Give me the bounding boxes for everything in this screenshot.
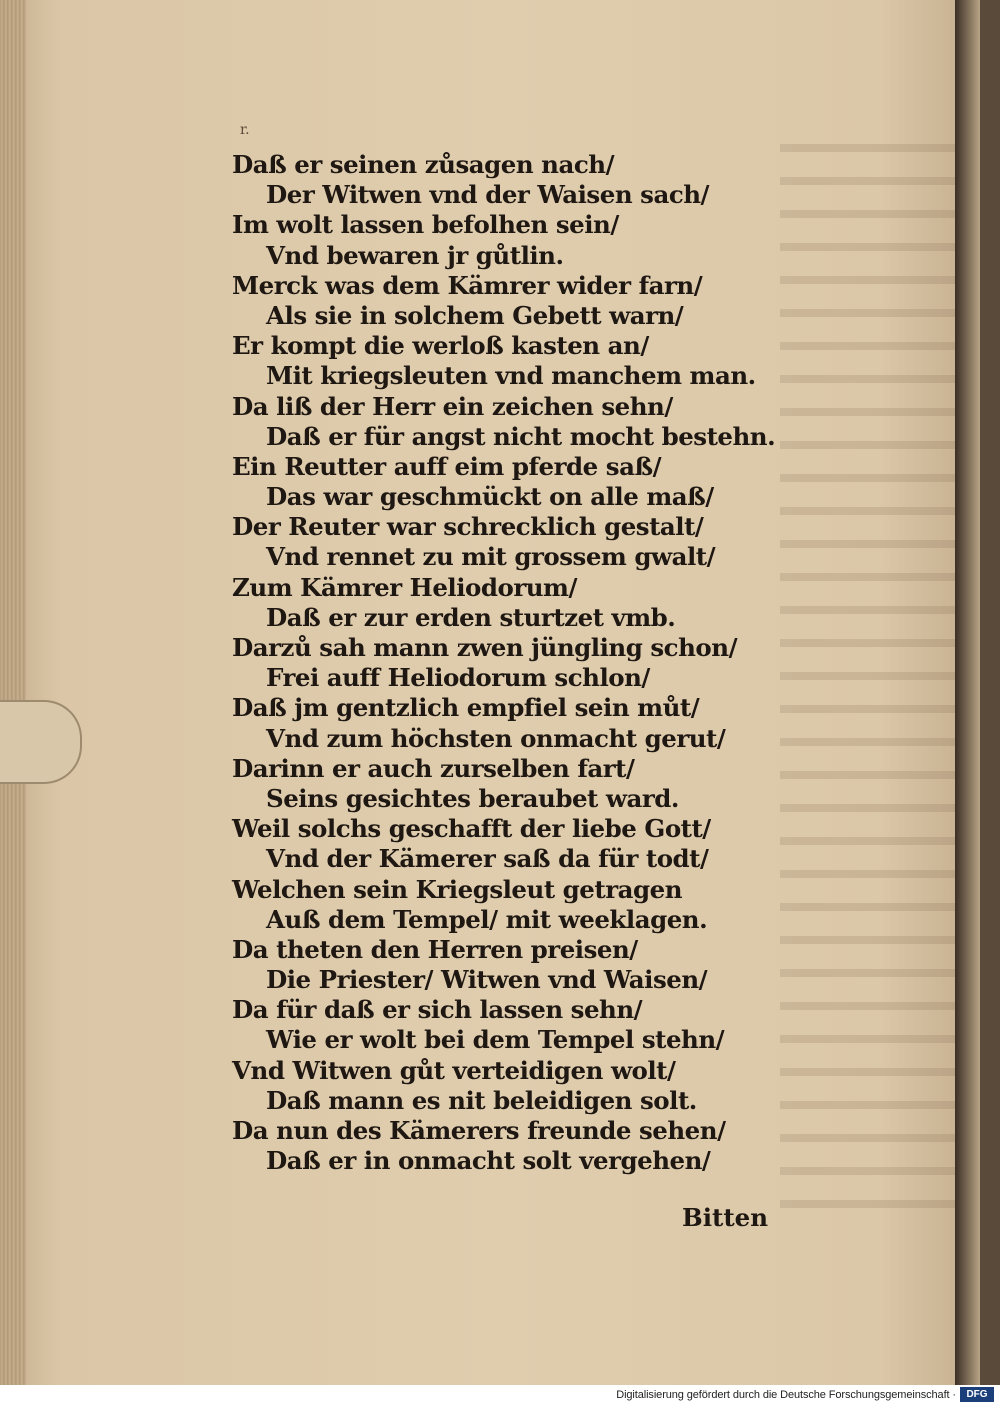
verse-line: Welchen sein Kriegsleut getragen (232, 874, 683, 904)
verse-line: Merck was dem Kämrer wider farn/ (232, 270, 703, 300)
facing-page-edge (955, 0, 980, 1385)
catchword: Bitten (682, 1203, 769, 1232)
verse-line: Die Priester/ Witwen vnd Waisen/ (266, 965, 708, 995)
verse-line: Weil solchs geschafft der liebe Gott/ (232, 814, 711, 844)
verse-line: Vnd bewaren jr gůtlin. (266, 240, 564, 270)
verse-line: Daß mann es nit beleidigen solt. (266, 1085, 697, 1115)
verse-text (232, 150, 792, 1176)
verse-line: Vnd der Kämerer saß da für todt/ (266, 844, 709, 874)
verse-line: Darinn er auch zurselben fart/ (232, 753, 635, 783)
page-edge-stack (0, 0, 26, 1385)
verse-line: Da liß der Herr ein zeichen sehn/ (232, 391, 673, 421)
verse-line: Da theten den Herren preisen/ (232, 934, 638, 964)
verse-line: Der Witwen vnd der Waisen sach/ (266, 180, 710, 210)
verse-line: Daß er für angst nicht mocht bestehn. (266, 421, 776, 451)
paper-tab (0, 700, 82, 784)
verse-line: Vnd rennet zu mit grossem gwalt/ (266, 542, 716, 572)
verse-line: Seins gesichtes beraubet ward. (266, 783, 679, 813)
verse-line: Frei auff Heliodorum schlon/ (266, 663, 650, 693)
funding-credit: Digitalisierung gefördert durch die Deutsche Forschungsgemeinschaft · (616, 1389, 956, 1401)
verse-line: Wie er wolt bei dem Tempel stehn/ (266, 1025, 725, 1055)
verse-line: Daß er in onmacht solt vergehen/ (266, 1146, 711, 1176)
verse-line: Zum Kämrer Heliodorum/ (232, 572, 577, 602)
verse-line: Der Reuter war schrecklich gestalt/ (232, 512, 704, 542)
verse-line: Als sie in solchem Gebett warn/ (266, 300, 684, 330)
verse-line: Vnd zum höchsten onmacht gerut/ (266, 723, 726, 753)
verse-line: Er kompt die werloß kasten an/ (232, 331, 649, 361)
verse-line: Da nun des Kämerers freunde sehen/ (232, 1116, 726, 1145)
verse-line: Daß er zur erden sturtzet vmb. (266, 602, 676, 632)
verse-line: Das war geschmückt on alle maß/ (266, 482, 714, 512)
verse-line: Ein Reutter auff eim pferde saß/ (232, 451, 662, 481)
verse-line: Im wolt lassen befolhen sein/ (232, 210, 619, 240)
verse-line: Mit kriegsleuten vnd manchem man. (266, 361, 756, 391)
ink-bleed-through (780, 130, 970, 1210)
verse-line: Vnd Witwen gůt verteidigen wolt/ (232, 1055, 676, 1085)
dfg-logo: DFG (960, 1387, 994, 1402)
verse-line: Darzů sah mann zwen jüngling schon/ (232, 633, 738, 662)
verse-line: Daß jm gentzlich empfiel sein můt/ (232, 693, 700, 723)
verse-line: Auß dem Tempel/ mit weeklagen. (266, 904, 708, 934)
verse-line: Da für daß er sich lassen sehn/ (232, 995, 643, 1025)
verse-line: Daß er seinen zůsagen nach/ (232, 150, 615, 179)
page-number: r. (240, 122, 250, 138)
